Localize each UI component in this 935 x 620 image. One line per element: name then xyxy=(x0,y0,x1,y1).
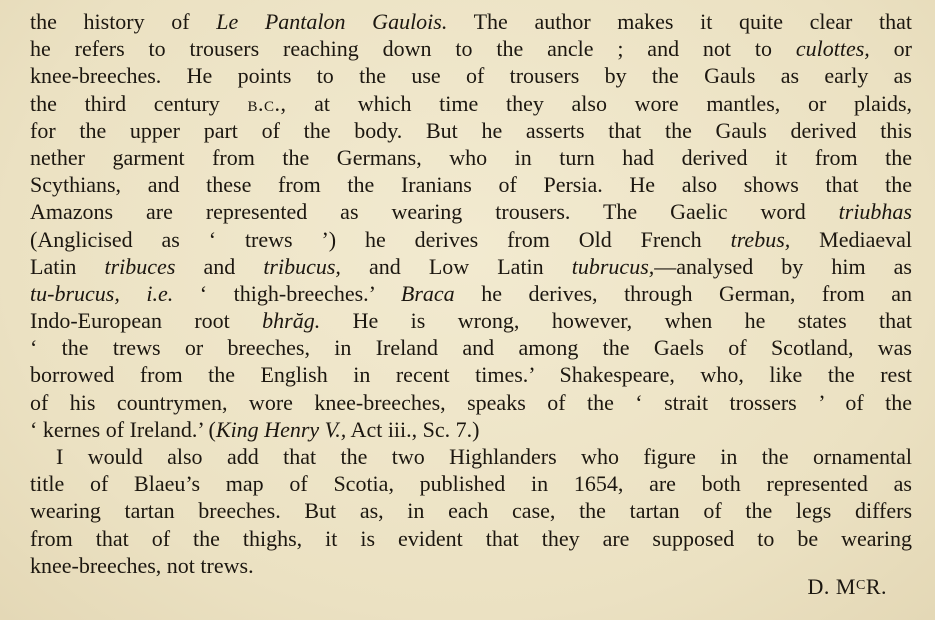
text-line xyxy=(30,552,912,579)
text-line xyxy=(30,280,912,307)
italic-text: tribuces xyxy=(104,253,176,279)
text-segment: he derives, through German, from an xyxy=(454,280,912,306)
text-segment: the third century xyxy=(30,90,248,116)
italic-text: Braca xyxy=(400,280,455,306)
text-segment: from that of the thighs, it is evident that they are supposed to be wearing xyxy=(30,525,912,551)
author-signature xyxy=(808,572,887,600)
text-line xyxy=(30,525,912,552)
text-segment: ‘ the trews or breeches, in Ireland and among the Gaels of Scotland, was xyxy=(30,335,912,361)
text-line xyxy=(30,226,912,253)
italic-text: trebus, xyxy=(730,226,791,252)
text-line xyxy=(30,443,912,470)
italic-text: King Henry V., xyxy=(215,416,347,442)
italic-text: Le Pantalon Gaulois. xyxy=(216,9,448,34)
text-line xyxy=(30,35,912,62)
text-line xyxy=(30,307,912,334)
text-segment: for the upper part of the body. But he asserts that the Gauls derived this xyxy=(30,117,912,143)
text-segment: at which time they also wore mantles, or plaids, xyxy=(286,90,913,116)
text-segment: I would also add that the two Highlanders who figure in the ornamental xyxy=(56,444,912,469)
text-line xyxy=(30,470,912,497)
text-segment: The author makes it quite clear that xyxy=(447,9,912,34)
text-line xyxy=(30,334,912,361)
text-segment: borrowed from the English in recent times.’ Shakespeare, who, like the rest xyxy=(30,362,912,388)
italic-text: bhrăg. xyxy=(262,308,321,334)
body-text xyxy=(30,8,912,579)
text-line xyxy=(30,171,912,198)
text-line xyxy=(30,90,912,117)
text-segment: ‘ kernes of Ireland.’ ( xyxy=(30,416,216,442)
text-segment: Indo-European root xyxy=(30,308,263,334)
text-segment: Mediaeval xyxy=(790,226,912,252)
text-segment: wearing tartan breeches. But as, in each case, the tartan of the legs differs xyxy=(30,498,912,524)
text-line xyxy=(30,198,912,225)
text-segment: the history of xyxy=(30,9,217,34)
small-caps-text: b.c., xyxy=(247,90,287,116)
text-line xyxy=(30,144,912,171)
text-segment: (Anglicised as ‘ trews ’) he derives from Old French xyxy=(30,226,731,252)
text-line xyxy=(30,253,912,280)
text-segment: Scythians, and these from the Iranians of Persia. He also shows that the xyxy=(30,172,912,198)
text-line xyxy=(30,117,912,144)
text-line xyxy=(30,8,912,35)
text-segment: and xyxy=(175,253,264,279)
italic-text: triubhas xyxy=(838,199,912,225)
italic-text: culottes, xyxy=(795,36,870,62)
text-segment: title of Blaeu’s map of Scotia, published in 1654, are both represented as xyxy=(30,471,912,497)
text-line xyxy=(30,389,912,416)
text-segment: Amazons are represented as wearing trousers. The Gaelic word xyxy=(30,199,839,225)
text-segment: or xyxy=(869,36,912,62)
italic-text: tu-brucus, i.e. xyxy=(30,280,174,306)
signature-suffix: R. xyxy=(865,574,887,599)
text-segment: —analysed by him as xyxy=(654,253,912,279)
text-segment: he refers to trousers reaching down to the ancle ; and not to xyxy=(30,36,796,62)
italic-text: tribucus, xyxy=(263,253,341,279)
text-segment: knee-breeches. He points to the use of trousers by the Gauls as early as xyxy=(30,63,912,89)
text-line xyxy=(30,62,912,89)
text-segment: Act iii., Sc. 7.) xyxy=(346,416,480,442)
signature-superscript: C xyxy=(855,578,866,593)
text-segment: and Low Latin xyxy=(340,253,572,279)
italic-text: tubrucus, xyxy=(571,253,655,279)
text-segment: knee-breeches, not trews. xyxy=(30,552,254,578)
text-line xyxy=(30,497,912,524)
text-segment: nether garment from the Germans, who in turn had derived it from the xyxy=(30,144,912,170)
text-line xyxy=(30,416,912,443)
text-segment: of his countrymen, wore knee-breeches, speaks of the ‘ strait trossers ’ of the xyxy=(30,389,912,415)
signature-prefix: D. M xyxy=(807,574,856,599)
text-line xyxy=(30,361,912,388)
text-segment: He is wrong, however, when he states that xyxy=(320,308,913,334)
text-segment: Latin xyxy=(30,253,105,279)
text-segment: ‘ thigh-breeches.’ xyxy=(173,280,401,306)
